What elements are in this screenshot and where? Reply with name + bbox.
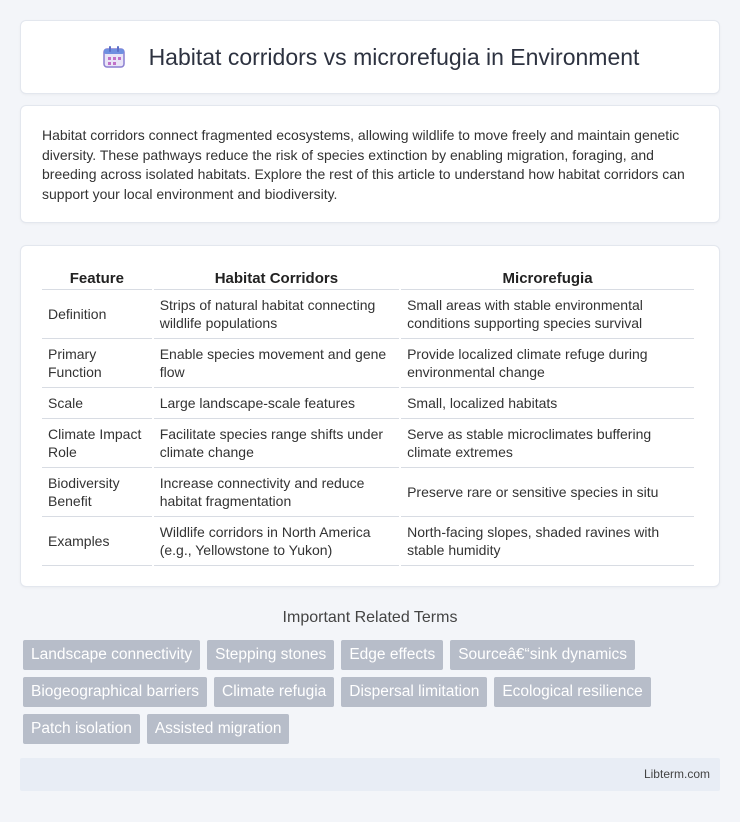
table-cell: Small, localized habitats [401, 388, 694, 419]
tag-edge-effects[interactable]: Edge effects [341, 640, 443, 670]
table-cell: Scale [42, 388, 152, 419]
table-cell: Provide localized climate refuge during environmental change [401, 339, 694, 388]
table-cell: Increase connectivity and reduce habitat fragmentation [154, 468, 399, 517]
tag-source-sink-dynamics[interactable]: Sourceâ€“sink dynamics [450, 640, 635, 670]
intro-card [20, 105, 720, 223]
tag-dispersal-limitation[interactable]: Dispersal limitation [341, 677, 487, 707]
table-row [42, 419, 694, 468]
table-row [42, 290, 694, 339]
table-row [42, 517, 694, 566]
table-cell: Enable species movement and gene flow [154, 339, 399, 388]
comparison-card [20, 245, 720, 587]
tag-landscape-connectivity[interactable]: Landscape connectivity [23, 640, 200, 670]
calendar-icon [101, 44, 127, 70]
tag-patch-isolation[interactable]: Patch isolation [23, 714, 140, 744]
intro-paragraph: Habitat corridors connect fragmented ecosystems, allowing wildlife to move freely and maintain genetic diversity. These pathways reduce the risk of species extinction by enabling migration, foraging, and breeding across isolated habitats. Explore the rest of this article to understand how habitat corridors can support your local environment and biodiversity. [42, 127, 685, 202]
table-cell: Definition [42, 290, 152, 339]
table-header-row [42, 266, 694, 290]
related-terms-list [23, 640, 713, 751]
tag-biogeographical-barriers[interactable]: Biogeographical barriers [23, 677, 207, 707]
tag-stepping-stones[interactable]: Stepping stones [207, 640, 334, 670]
table-cell: Large landscape-scale features [154, 388, 399, 419]
header-card [20, 20, 720, 94]
table-cell: Preserve rare or sensitive species in situ [401, 468, 694, 517]
column-header-feature: Feature [42, 266, 152, 290]
table-cell: Climate Impact Role [42, 419, 152, 468]
footer-site-link[interactable]: Libterm.com [643, 767, 710, 781]
related-terms-title: Important Related Terms [282, 609, 458, 626]
footer [20, 758, 720, 791]
comparison-table [40, 266, 696, 566]
table-cell: Strips of natural habitat connecting wildlife populations [154, 290, 399, 339]
tag-ecological-resilience[interactable]: Ecological resilience [494, 677, 650, 707]
table-cell: North-facing slopes, shaded ravines with stable humidity [401, 517, 694, 566]
tag-climate-refugia[interactable]: Climate refugia [214, 677, 334, 707]
table-cell: Serve as stable microclimates buffering climate extremes [401, 419, 694, 468]
table-row [42, 468, 694, 517]
table-cell: Primary Function [42, 339, 152, 388]
column-header-habitat-corridors: Habitat Corridors [154, 266, 399, 290]
table-cell: Facilitate species range shifts under climate change [154, 419, 399, 468]
table-cell: Wildlife corridors in North America (e.g., Yellowstone to Yukon) [154, 517, 399, 566]
table-cell: Biodiversity Benefit [42, 468, 152, 517]
column-header-microrefugia: Microrefugia [401, 266, 694, 290]
table-cell: Examples [42, 517, 152, 566]
table-row [42, 388, 694, 419]
table-row [42, 339, 694, 388]
tag-assisted-migration[interactable]: Assisted migration [147, 714, 290, 744]
page-title: Habitat corridors vs microrefugia in Environment [148, 43, 640, 70]
table-cell: Small areas with stable environmental conditions supporting species survival [401, 290, 694, 339]
